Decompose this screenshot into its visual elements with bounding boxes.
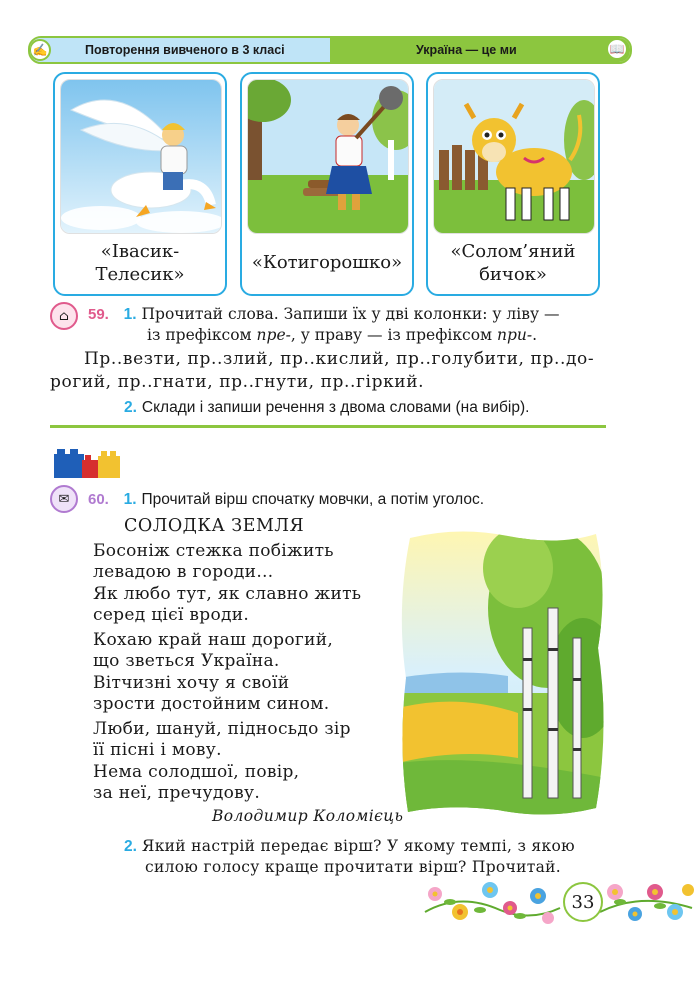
poem-stanza-2	[93, 630, 333, 716]
exercise-number: 59.	[88, 306, 109, 323]
task-text: , у праву — із префіксом	[290, 326, 498, 344]
prefix-pre: пре-	[256, 326, 291, 344]
story-card-solomianyi-bychok	[426, 72, 600, 296]
poem-line: Вітчизні хочу я своїй	[93, 672, 290, 693]
poem-line: за неї, пречудову.	[93, 783, 261, 804]
straw-bull-illustration	[433, 79, 595, 234]
poem-line: левадою в городи…	[93, 562, 274, 583]
story-caption: «Івасик-Телесик»	[95, 240, 185, 285]
poem-line: Люби, шануй, підносьдо зір	[93, 719, 351, 739]
header-right	[330, 38, 630, 62]
poem-line: Босоніж стежка побіжить	[93, 541, 334, 561]
task-text: Склади і запиши речення з двома словами (на вибір).	[141, 399, 530, 416]
poem-line: Кохаю край наш дорогий,	[93, 630, 334, 650]
task-text: Який настрій передає вірш? У якому темпі, з якою	[141, 837, 575, 855]
header-section-title: Повторення вивченого в 3 класі	[85, 43, 285, 57]
task-text: Прочитай вірш спочатку мовчки, а потім уголос.	[141, 491, 485, 508]
ex59-task1-line2	[147, 325, 537, 346]
task-text: Прочитай слова. Запиши їх у дві колонки: у ліву —	[141, 305, 560, 323]
task-number: 2.	[124, 838, 137, 855]
poem-line: зрости достойним сином.	[93, 694, 330, 715]
header-chapter-title: Україна — це ми	[416, 43, 517, 57]
poem-author: Володимир Коломієць	[212, 807, 404, 825]
page-number: 33	[563, 882, 603, 922]
poem-line: серед цієї вроди.	[93, 605, 250, 626]
story-card-kotygoroshko	[240, 72, 414, 296]
ex59-task1	[88, 304, 608, 325]
poem-stanza-3	[93, 719, 351, 805]
poem-line: що зветься Україна.	[93, 651, 280, 672]
ex60-task1	[88, 489, 484, 510]
poem-line: Як любо тут, як славно жить	[93, 583, 362, 604]
words-line-2: рогий, пр..гнати, пр..гнути, пр..гіркий.	[50, 372, 425, 392]
toy-blocks-icon	[52, 446, 122, 480]
ex59-task2	[124, 397, 529, 418]
page-header	[28, 36, 632, 64]
boy-on-goose-illustration	[60, 79, 222, 234]
poem-stanza-1	[93, 541, 361, 627]
divider	[50, 425, 606, 428]
birch-landscape-illustration	[398, 528, 606, 816]
header-left	[30, 38, 330, 62]
boy-with-mace-illustration	[247, 79, 409, 234]
exercise-number: 60.	[88, 491, 109, 508]
book-icon: 📖	[606, 38, 628, 60]
task-text: .	[532, 326, 538, 344]
poem-line: її пісні і мову.	[93, 740, 222, 761]
flower-border	[420, 872, 695, 932]
story-caption: «Солом’яний бичок»	[450, 240, 576, 285]
poem-line: Нема солодшої, повір,	[93, 761, 300, 782]
notebook-icon: ✉	[50, 485, 78, 513]
task-text: із префіксом	[147, 326, 257, 344]
poem-title: СОЛОДКА ЗЕМЛЯ	[124, 516, 305, 536]
task-number: 1.	[123, 491, 137, 508]
task-number: 2.	[124, 399, 137, 416]
story-caption: «Котигорошко»	[251, 252, 403, 274]
ex60-task2-line1	[124, 836, 575, 857]
task-number: 1.	[123, 306, 137, 323]
prefix-pry: при-	[497, 326, 533, 344]
house-icon: ⌂	[50, 302, 78, 330]
story-card-ivasyk	[53, 72, 227, 296]
words-line-1: Пр..везти, пр..злий, пр..кислий, пр..голубити, пр..до-	[84, 349, 595, 369]
pen-icon: ✍	[29, 39, 51, 61]
ex60-task2-line2: силою голосу краще прочитати вірш? Прочитай.	[145, 858, 562, 876]
